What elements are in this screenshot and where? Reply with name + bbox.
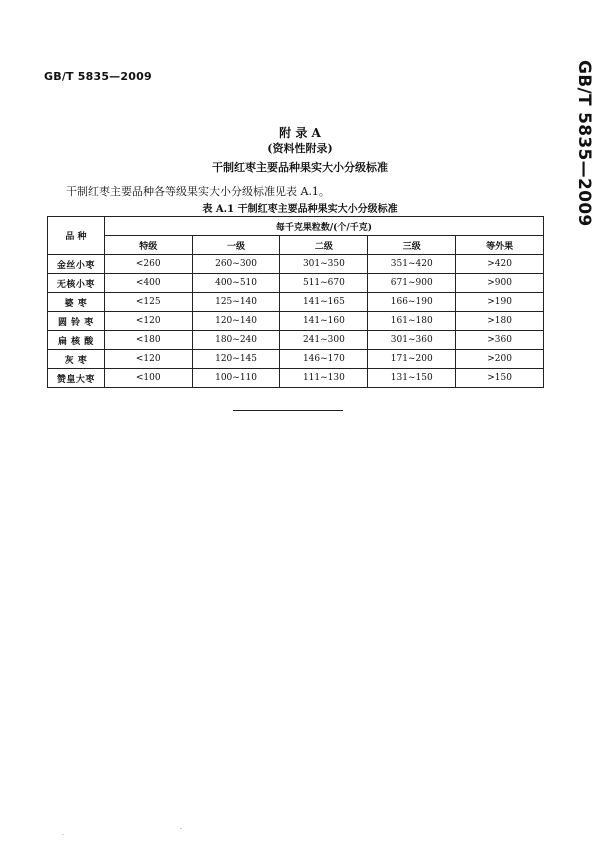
grade-value-cell: 171~200 [368,350,456,369]
grade-value-cell: >200 [456,350,544,369]
table-caption: 表 A.1 干制红枣主要品种果实大小分级标准 [202,204,398,215]
grade-value-cell: 180~240 [192,331,280,350]
grade-value-cell: 241~300 [280,331,368,350]
grade-value-cell: 511~670 [280,274,368,293]
grade-value-cell: 141~160 [280,312,368,331]
grade-value-cell: 260~300 [192,255,280,274]
grade-value-cell: 141~165 [280,293,368,312]
variety-cell: 灰 枣 [48,350,105,369]
intro-text: 干制红枣主要品种各等级果实大小分级标准见表 A.1。 [66,185,330,198]
fruit-count-header: 每千克果粒数/(个/千克) [104,217,543,236]
grade-value-cell: >190 [456,293,544,312]
table-row [48,255,544,274]
grade-value-cell: >900 [456,274,544,293]
standard-code: GB/T 5835—2009 [44,70,152,83]
grade-value-cell: >180 [456,312,544,331]
grade-value-cell: 161~180 [368,312,456,331]
table-row [48,350,544,369]
grade-header: 一级 [192,236,280,255]
grade-value-cell: 166~190 [368,293,456,312]
appendix-subtitle: (资料性附录) [267,142,333,155]
scan-speck: · [62,832,64,839]
end-rule [233,410,343,411]
grade-value-cell: 351~420 [368,255,456,274]
grade-value-cell: 301~350 [280,255,368,274]
variety-cell: 无核小枣 [48,274,105,293]
scan-speck: · [180,826,182,833]
variety-cell: 金丝小枣 [48,255,105,274]
appendix-title: 附 录 A [279,126,321,140]
grade-value-cell: 120~145 [192,350,280,369]
table-row [48,312,544,331]
table-row [48,274,544,293]
grade-header: 特级 [104,236,192,255]
grade-value-cell: <180 [104,331,192,350]
grade-value-cell: 400~510 [192,274,280,293]
grade-value-cell: 125~140 [192,293,280,312]
variety-cell: 扁 核 酸 [48,331,105,350]
grade-value-cell: 131~150 [368,369,456,388]
appendix-heading: 干制红枣主要品种果实大小分级标准 [212,161,388,174]
grade-header: 三级 [368,236,456,255]
grade-value-cell: <400 [104,274,192,293]
variety-cell: 赞皇大枣 [48,369,105,388]
grade-value-cell: >360 [456,331,544,350]
table-row [48,369,544,388]
grade-value-cell: <260 [104,255,192,274]
vertical-standard-code: GB/T 5835—2009 [574,60,594,227]
grade-value-cell: 671~900 [368,274,456,293]
variety-header: 品 种 [48,217,105,255]
grade-value-cell: 146~170 [280,350,368,369]
grade-header: 等外果 [456,236,544,255]
grade-value-cell: <125 [104,293,192,312]
grade-value-cell: >420 [456,255,544,274]
grade-header: 二级 [280,236,368,255]
table-row [48,293,544,312]
grade-value-cell: 111~130 [280,369,368,388]
grade-value-cell: 100~110 [192,369,280,388]
grade-value-cell: 120~140 [192,312,280,331]
grade-value-cell: <120 [104,312,192,331]
variety-cell: 婆 枣 [48,293,105,312]
grade-value-cell: >150 [456,369,544,388]
grade-value-cell: <100 [104,369,192,388]
variety-cell: 圆 铃 枣 [48,312,105,331]
table-row [48,331,544,350]
grade-value-cell: 301~360 [368,331,456,350]
grade-table [47,216,544,388]
grade-value-cell: <120 [104,350,192,369]
